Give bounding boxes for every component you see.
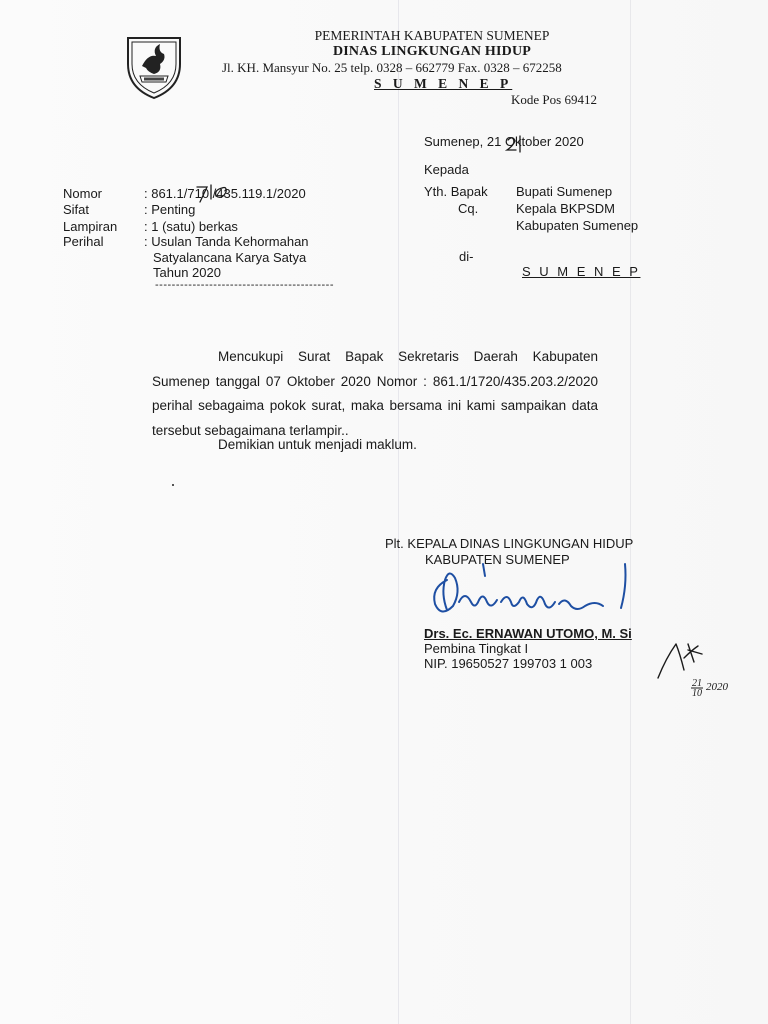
yth-label: Yth. Bapak — [424, 184, 488, 199]
signatory-name: Drs. Ec. ERNAWAN UTOMO, M. Si — [424, 626, 632, 641]
regency-emblem-icon — [122, 30, 186, 102]
lampiran-value: : 1 (satu) berkas — [144, 219, 238, 234]
lampiran-label: Lampiran — [63, 219, 118, 234]
cq-label: Cq. — [458, 201, 479, 216]
body-paragraph-2: Demikian untuk menjadi maklum. — [218, 437, 417, 452]
signatory-nip: NIP. 19650527 199703 1 003 — [424, 656, 593, 671]
handwritten-number-mark — [194, 182, 234, 204]
recipient-name-2: Kepala BKPSDM — [516, 201, 615, 216]
di-label: di- — [459, 249, 474, 264]
svg-text:21: 21 — [692, 678, 702, 689]
signatory-rank: Pembina Tingkat I — [424, 641, 529, 656]
letterhead-postcode: Kode Pos 69412 — [511, 92, 597, 107]
svg-text:10: 10 — [692, 688, 702, 699]
letter-date: Sumenep, 21 Oktober 2020 — [424, 134, 584, 149]
perihal-value-2: Satyalancana Karya Satya — [153, 250, 307, 265]
kepada-label: Kepada — [424, 162, 469, 177]
letterhead-government: PEMERINTAH KABUPATEN SUMENEP — [314, 28, 550, 43]
recipient-name-3: Kabupaten Sumenep — [516, 218, 639, 233]
separator-dashes: ------------------------------------------- — [155, 279, 335, 291]
letterhead-agency: DINAS LINGKUNGAN HIDUP — [332, 44, 532, 59]
signatory-title-2: KABUPATEN SUMENEP — [425, 552, 570, 567]
letterhead-address: Jl. KH. Mansyur No. 25 telp. 0328 – 662779 Fax. 0328 – 672258 — [222, 60, 562, 75]
body-paragraph-1: Mencukupi Surat Bapak Sekretaris Daerah Kabupaten Sumenep tanggal 07 Oktober 2020 Nomor : 861.1/1720/435.203.2/2020 perihal sebagaima pokok surat, maka bersama ini kami sampaikan data tersebut sebagaimana terlampir.. — [152, 349, 598, 438]
perihal-value-1: : Usulan Tanda Kehormahan — [144, 234, 309, 249]
paper-crease — [630, 0, 631, 1024]
perihal-label: Perihal — [63, 234, 104, 249]
handwritten-signature — [425, 562, 635, 624]
handwritten-date-digits — [505, 134, 525, 154]
svg-text:2020: 2020 — [706, 681, 728, 693]
sifat-label: Sifat — [63, 202, 90, 217]
recipient-place: S U M E N E P — [522, 264, 641, 279]
sifat-value: : Penting — [144, 202, 196, 217]
signatory-title-1: Plt. KEPALA DINAS LINGKUNGAN HIDUP — [385, 536, 634, 551]
perihal-value-3: Tahun 2020 — [153, 265, 221, 280]
handwritten-paraf — [650, 640, 750, 700]
stray-mark — [172, 484, 174, 486]
nomor-label: Nomor — [63, 186, 103, 201]
paper-crease — [398, 0, 399, 1024]
nomor-value: : 861.1/710 /435.119.1/2020 — [144, 186, 306, 201]
letterhead-city: S U M E N E P — [374, 76, 513, 91]
recipient-name-1: Bupati Sumenep — [516, 184, 613, 199]
